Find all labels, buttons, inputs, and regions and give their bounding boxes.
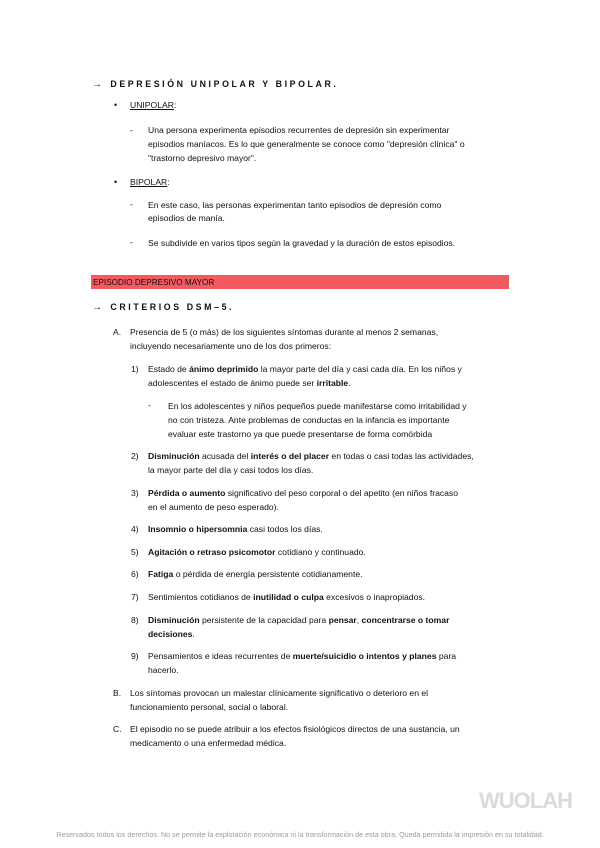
list-number: 7) bbox=[131, 592, 139, 602]
arrow-icon: → bbox=[92, 302, 102, 313]
footer-notice: Reservados todos los derechos. No se permite la explotación económica ni la transformación de esta obra. Queda permitida la impresión en su totalidad. bbox=[56, 830, 544, 839]
item-9-line-1: Pensamientos e ideas recurrentes de muerte/suicidio o intentos y planes para bbox=[148, 651, 457, 661]
list-letter: B. bbox=[113, 688, 122, 698]
unipolar-label: UNIPOLAR: bbox=[130, 100, 177, 110]
bullet-icon: • bbox=[114, 177, 118, 187]
unipolar-line-3: "trastorno depresivo mayor". bbox=[148, 153, 257, 163]
list-number: 4) bbox=[131, 524, 139, 534]
item-1-line-1: Estado de ánimo deprimido la mayor parte del día y casi cada día. En los niños y bbox=[148, 364, 462, 374]
item-2-line-1: Disminución acusada del interés o del placer en todas o casi todas las actividades, bbox=[148, 451, 474, 461]
highlight-bar bbox=[91, 275, 509, 289]
bipolar-line-1: En este caso, las personas experimentan tanto episodios de depresión como bbox=[148, 200, 442, 210]
list-number: 8) bbox=[131, 615, 139, 625]
criterion-c-line-2: medicamento o una enfermedad médica. bbox=[130, 738, 287, 748]
item-2-line-2: la mayor parte del día y casi todos los días. bbox=[148, 465, 314, 475]
section-heading-depresion bbox=[92, 78, 338, 92]
criterion-a-line-1: Presencia de 5 (o más) de los siguientes síntomas durante al menos 2 semanas, bbox=[130, 327, 439, 337]
heading-title: CRITERIOS DSM–5. bbox=[110, 302, 235, 312]
bipolar-label: BIPOLAR: bbox=[130, 177, 170, 187]
highlight-bar-label: EPISODIO DEPRESIVO MAYOR bbox=[93, 278, 215, 287]
item-3-line-1: Pérdida o aumento significativo del peso corporal o del apetito (en niños fracaso bbox=[148, 488, 459, 498]
unipolar-line-2: episodios maníacos. Es lo que generalmente se conoce como "depresión clínica" o bbox=[148, 139, 465, 149]
dash-icon: - bbox=[130, 125, 133, 135]
item-8-line-1: Disminución persistente de la capacidad para pensar, concentrarse o tomar bbox=[148, 615, 450, 625]
heading-title: DEPRESIÓN UNIPOLAR Y BIPOLAR. bbox=[110, 79, 339, 89]
item-1-sub-line-1: En los adolescentes y niños pequeños puede manifestarse como irritabilidad y bbox=[168, 401, 467, 411]
list-number: 6) bbox=[131, 569, 139, 579]
dash-icon: - bbox=[130, 237, 133, 247]
criterion-a-line-2: incluyendo necesariamente uno de los dos primeros: bbox=[130, 341, 332, 351]
item-8-line-2: decisiones. bbox=[148, 629, 195, 639]
item-6-line-1: Fatiga o pérdida de energía persistente cotidianamente. bbox=[148, 569, 363, 579]
item-1-line-2: adolescentes el estado de ánimo puede ser irritable. bbox=[148, 378, 351, 388]
item-3-line-2: en el aumento de peso esperado). bbox=[148, 502, 279, 512]
dash-icon: - bbox=[148, 400, 151, 410]
dash-icon: - bbox=[130, 199, 133, 209]
item-1-sub-line-2: no con tristeza. Ante problemas de conductas en la infancia es importante bbox=[168, 415, 450, 425]
wuolah-watermark: WUOLAH bbox=[479, 788, 572, 813]
item-7-line-1: Sentimientos cotidianos de inutilidad o culpa excesivos o inapropiados. bbox=[148, 592, 426, 602]
list-number: 9) bbox=[131, 651, 139, 661]
item-9-line-2: hacerlo. bbox=[148, 665, 179, 675]
list-number: 1) bbox=[131, 364, 139, 374]
unipolar-line-1: Una persona experimenta episodios recurrentes de depresión sin experimentar bbox=[148, 125, 450, 135]
bipolar-line-3: Se subdivide en varios tipos según la gravedad y la duración de estos episodios. bbox=[148, 238, 456, 248]
criterion-c-line-1: El episodio no se puede atribuir a los efectos fisiológicos directos de una sustancia, un bbox=[130, 724, 460, 734]
section-heading-criterios bbox=[92, 301, 234, 315]
criterion-b-line-1: Los síntomas provocan un malestar clínicamente significativo o deterioro en el bbox=[130, 688, 429, 698]
arrow-icon: → bbox=[92, 79, 102, 90]
item-4-line-1: Insomnio o hipersomnia casi todos los días. bbox=[148, 524, 323, 534]
list-number: 3) bbox=[131, 488, 139, 498]
item-1-sub-line-3: evaluar este trastorno ya que puede presentarse de forma comórbida bbox=[168, 429, 433, 439]
list-letter: C. bbox=[113, 724, 122, 734]
list-number: 2) bbox=[131, 451, 139, 461]
bullet-icon: • bbox=[114, 100, 118, 110]
item-5-line-1: Agitación o retraso psicomotor cotidiano y continuado. bbox=[148, 547, 366, 557]
list-letter: A. bbox=[113, 327, 122, 337]
bipolar-line-2: episodios de manía. bbox=[148, 213, 225, 223]
list-number: 5) bbox=[131, 547, 139, 557]
criterion-b-line-2: funcionamiento personal, social o laboral. bbox=[130, 702, 289, 712]
